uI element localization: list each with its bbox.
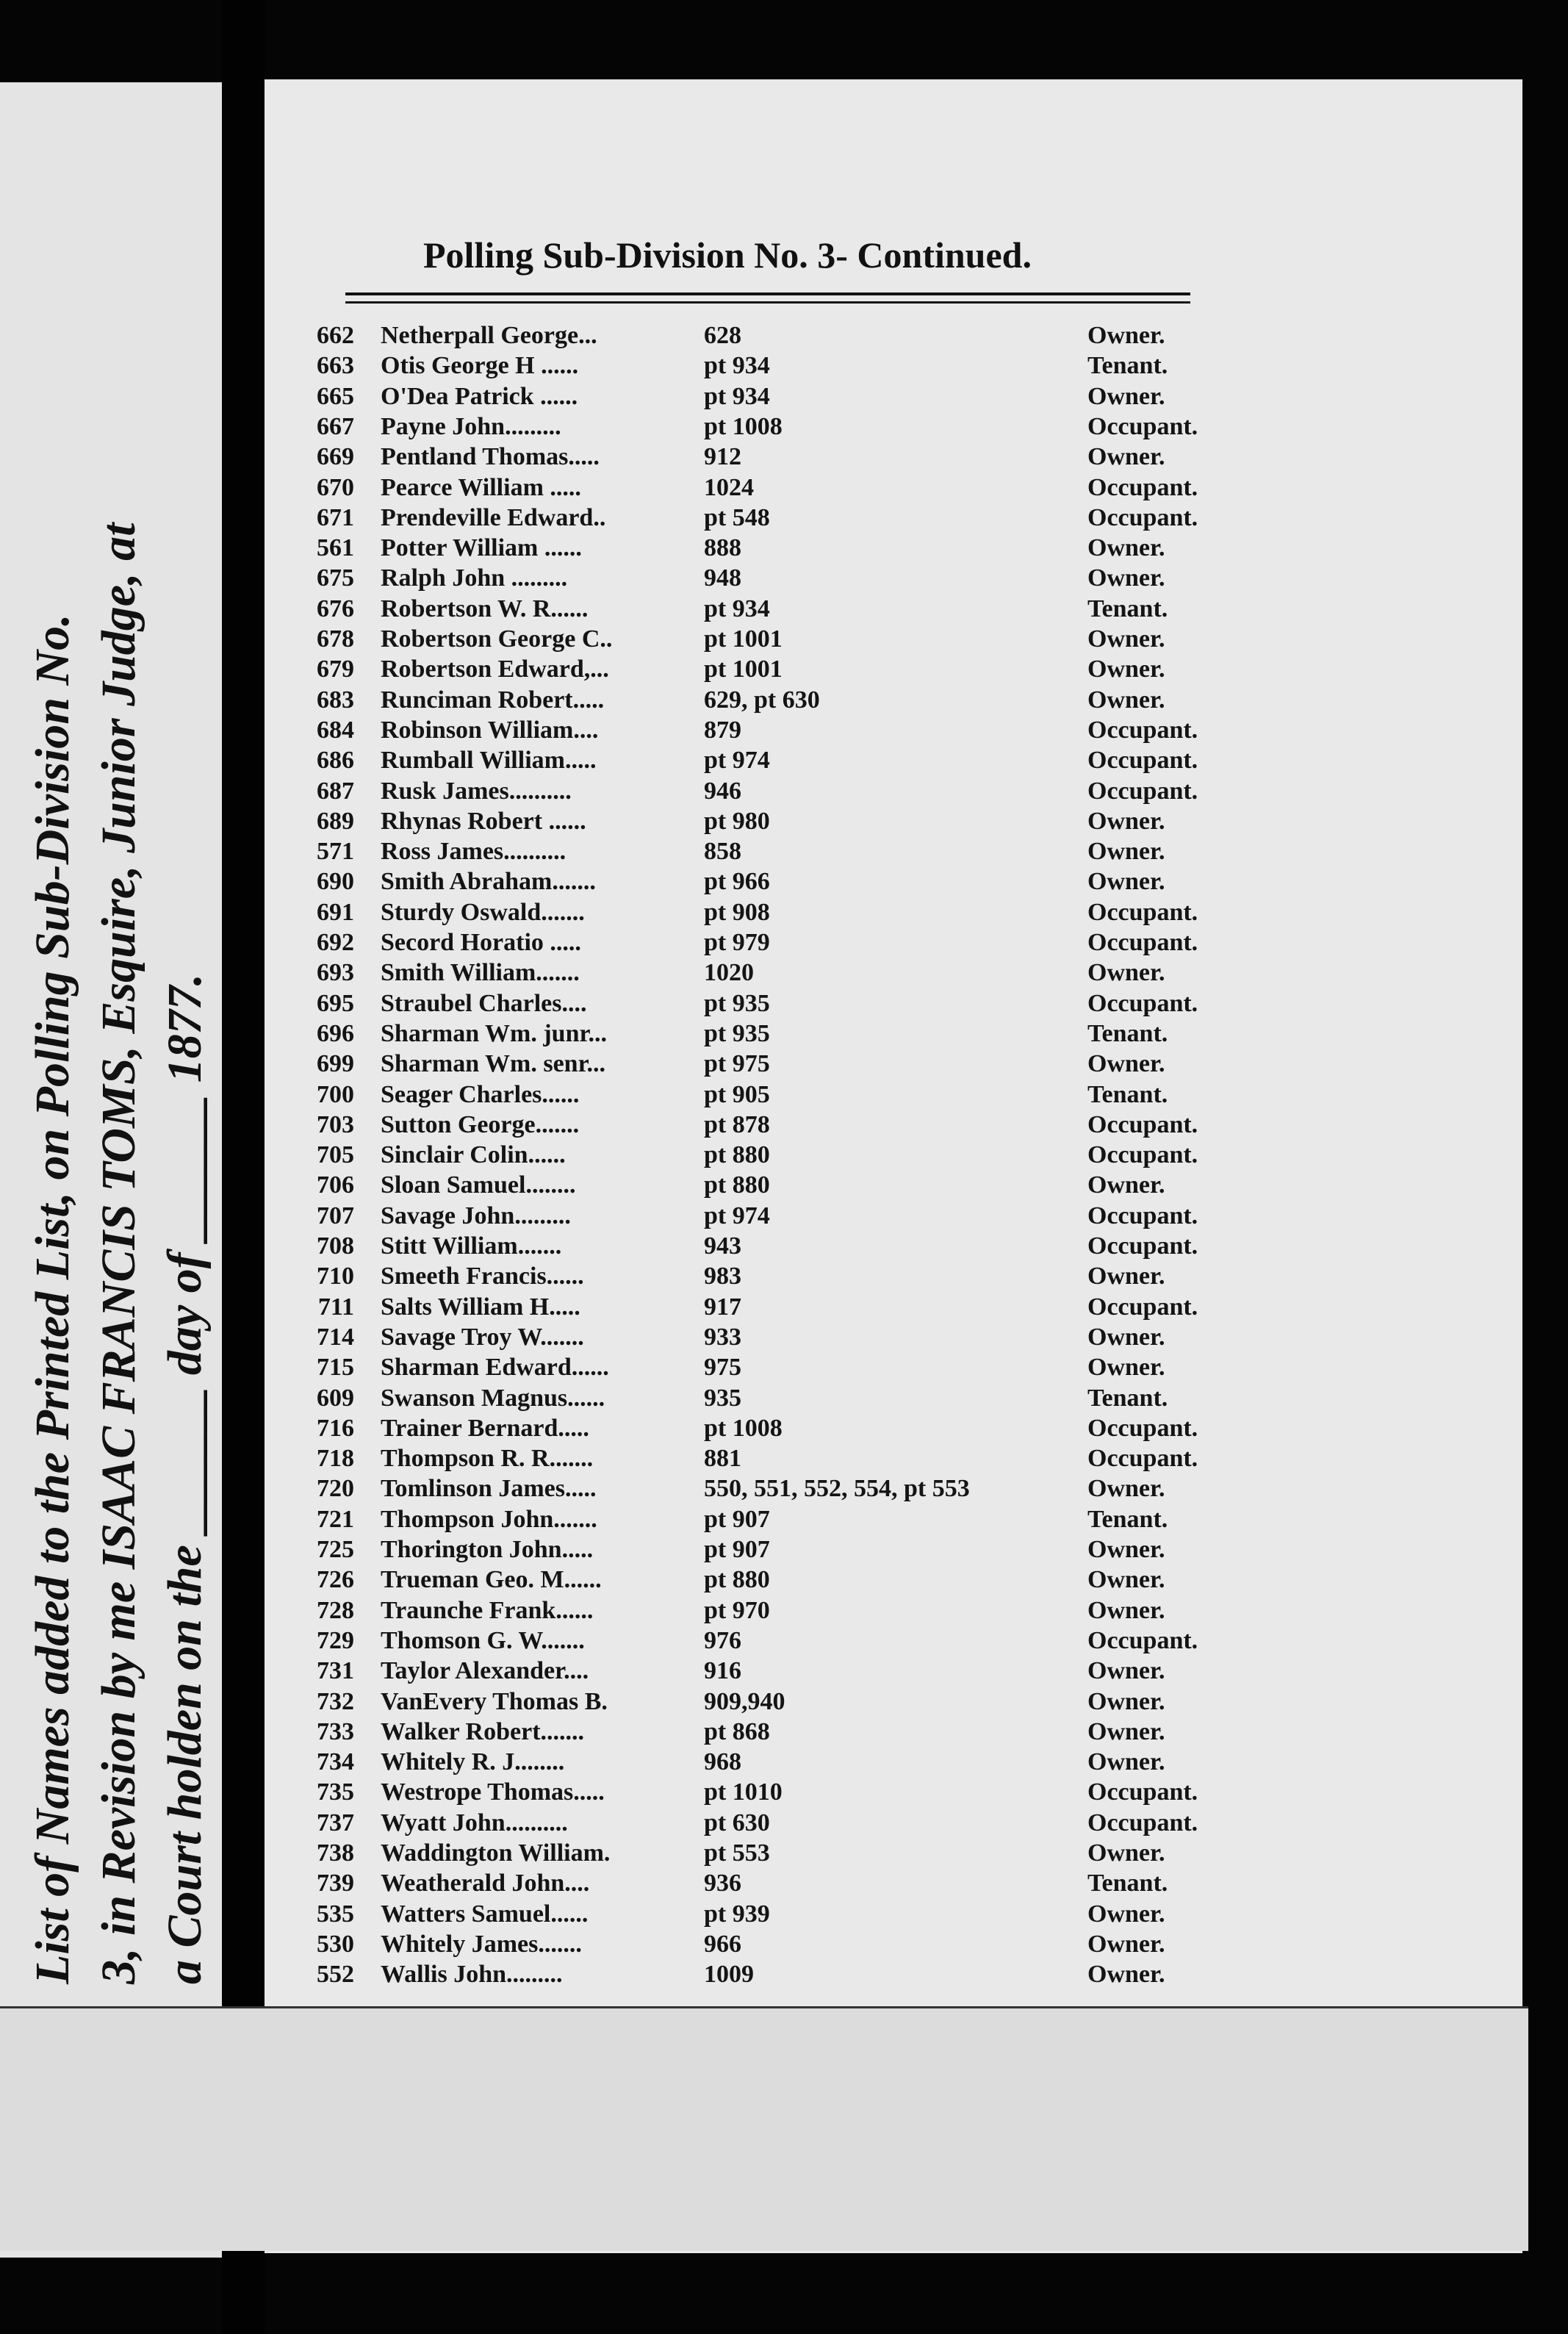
entry-name: Sharman Wm. senr...: [381, 1050, 606, 1078]
list-row: [0, 868, 1568, 898]
entry-name: Westrope Thomas.....: [381, 1778, 605, 1806]
entry-number: 571: [317, 838, 354, 866]
entry-number: 679: [317, 656, 354, 683]
list-row: [0, 443, 1568, 473]
entry-number: 690: [317, 868, 354, 896]
entry-lot: pt 1008: [704, 412, 783, 440]
entry-lot: 917: [704, 1293, 741, 1321]
entry-name: Sinclair Colin......: [381, 1141, 566, 1169]
entry-number: 675: [317, 564, 354, 592]
entry-name: Robertson W. R......: [381, 595, 589, 622]
entry-lot: pt 630: [704, 1809, 770, 1836]
entry-name: Payne John.........: [381, 412, 561, 440]
list-row: [0, 1839, 1568, 1870]
list-row: [0, 959, 1568, 989]
entry-lot: 879: [704, 716, 741, 744]
entry-name: Robertson Edward,...: [381, 656, 609, 683]
entry-name: Watters Samuel......: [381, 1900, 589, 1928]
entry-name: Runciman Robert.....: [381, 686, 605, 714]
entry-status: Occupant.: [1087, 929, 1198, 956]
entry-name: Thompson John.......: [381, 1505, 597, 1533]
entry-number: 669: [317, 443, 354, 471]
entry-status: Owner.: [1087, 686, 1165, 714]
list-row: [0, 1809, 1568, 1839]
entry-status: Occupant.: [1087, 1232, 1198, 1260]
entry-lot: 881: [704, 1445, 741, 1473]
entry-status: Tenant.: [1087, 1080, 1168, 1108]
entry-lot: pt 974: [704, 1202, 770, 1229]
entry-name: Savage John.........: [381, 1202, 571, 1229]
entry-number: 663: [317, 352, 354, 380]
entry-number: 671: [317, 503, 354, 531]
entry-status: Owner.: [1087, 1050, 1165, 1078]
entry-status: Owner.: [1087, 1596, 1165, 1624]
entry-number: 695: [317, 989, 354, 1017]
entry-status: Tenant.: [1087, 352, 1168, 380]
list-row: [0, 1627, 1568, 1657]
list-row: [0, 1263, 1568, 1293]
entry-lot: pt 905: [704, 1080, 770, 1108]
entry-lot: pt 1001: [704, 625, 783, 653]
entry-lot: pt 868: [704, 1717, 770, 1745]
entry-status: Owner.: [1087, 1930, 1165, 1958]
entry-name: Robertson George C..: [381, 625, 613, 653]
entry-number: 530: [317, 1930, 354, 1958]
entry-lot: pt 934: [704, 595, 770, 622]
entry-name: Secord Horatio .....: [381, 929, 581, 956]
list-row: [0, 1718, 1568, 1748]
entry-name: Thorington John.....: [381, 1536, 594, 1563]
list-row: [0, 413, 1568, 443]
list-row: [0, 504, 1568, 534]
entry-name: Ross James..........: [381, 838, 567, 866]
entry-lot: pt 553: [704, 1839, 770, 1867]
entry-lot: pt 935: [704, 1019, 770, 1047]
list-row: [0, 1415, 1568, 1445]
entry-lot: pt 1001: [704, 656, 783, 683]
entry-number: 733: [317, 1717, 354, 1745]
entry-number: 739: [317, 1870, 354, 1897]
entry-status: Occupant.: [1087, 777, 1198, 805]
list-row: [0, 595, 1568, 625]
entry-status: Occupant.: [1087, 747, 1198, 775]
entry-number: 678: [317, 625, 354, 653]
entry-name: Wyatt John..........: [381, 1809, 568, 1836]
entry-number: 710: [317, 1263, 354, 1290]
entry-status: Owner.: [1087, 838, 1165, 866]
entry-number: 561: [317, 534, 354, 562]
page-title: Polling Sub-Division No. 3- Continued.: [423, 234, 1032, 276]
entry-number: 715: [317, 1354, 354, 1382]
list-row: [0, 625, 1568, 656]
entry-status: Tenant.: [1087, 1505, 1168, 1533]
entry-name: Robinson William....: [381, 716, 599, 744]
entry-number: 683: [317, 686, 354, 714]
list-row: [0, 1506, 1568, 1536]
list-row: [0, 1870, 1568, 1900]
entry-name: Wallis John.........: [381, 1961, 563, 1989]
entry-status: Occupant.: [1087, 1809, 1198, 1836]
page-bottom-band: [0, 2006, 1528, 2251]
entry-lot: 916: [704, 1657, 741, 1685]
entry-status: Occupant.: [1087, 473, 1198, 501]
list-row: [0, 383, 1568, 413]
entry-status: Tenant.: [1087, 1870, 1168, 1897]
entry-number: 703: [317, 1110, 354, 1138]
entry-lot: 858: [704, 838, 741, 866]
entry-lot: 628: [704, 322, 741, 349]
entry-name: Whitely James.......: [381, 1930, 582, 1958]
entry-status: Occupant.: [1087, 412, 1198, 440]
entry-name: Sloan Samuel........: [381, 1171, 576, 1199]
entry-status: Owner.: [1087, 959, 1165, 987]
entry-number: 732: [317, 1687, 354, 1715]
entry-name: Salts William H.....: [381, 1293, 580, 1321]
list-row: [0, 808, 1568, 838]
entry-lot: pt 939: [704, 1900, 770, 1928]
entry-name: Weatherald John....: [381, 1870, 590, 1897]
entry-name: Sharman Edward......: [381, 1354, 609, 1382]
entry-name: Rumball William.....: [381, 747, 597, 775]
list-row: [0, 534, 1568, 564]
entry-name: Netherpall George...: [381, 322, 597, 349]
list-row: [0, 1354, 1568, 1384]
entry-number: 700: [317, 1080, 354, 1108]
entry-number: 686: [317, 747, 354, 775]
entry-lot: 946: [704, 777, 741, 805]
entry-status: Owner.: [1087, 1323, 1165, 1351]
entry-lot: pt 970: [704, 1596, 770, 1624]
entry-number: 667: [317, 412, 354, 440]
side-note-line-1: List of Names added to the Printed List, on Polling Sub-Division No.: [26, 614, 79, 1984]
entry-name: Taylor Alexander....: [381, 1657, 589, 1685]
list-row: [0, 1171, 1568, 1202]
entry-lot: pt 907: [704, 1536, 770, 1563]
entry-number: 696: [317, 1019, 354, 1047]
entry-status: Owner.: [1087, 1536, 1165, 1563]
side-note-line-2: 3, in Revision by me ISAAC FRANCIS TOMS, Esquire, Junior Judge, at: [92, 523, 145, 1984]
entry-number: 684: [317, 716, 354, 744]
entry-status: Occupant.: [1087, 898, 1198, 926]
entry-lot: 975: [704, 1354, 741, 1382]
entry-lot: 966: [704, 1930, 741, 1958]
entry-number: 725: [317, 1536, 354, 1563]
entry-status: Occupant.: [1087, 1414, 1198, 1442]
entry-status: Tenant.: [1087, 595, 1168, 622]
entry-number: 676: [317, 595, 354, 622]
entry-name: Thomson G. W.......: [381, 1626, 585, 1654]
entry-name: Savage Troy W.......: [381, 1323, 584, 1351]
title-rule: [345, 292, 1190, 295]
entry-number: 691: [317, 898, 354, 926]
entry-status: Tenant.: [1087, 1384, 1168, 1412]
entry-number: 734: [317, 1748, 354, 1776]
entry-lot: 550, 551, 552, 554, pt 553: [704, 1475, 970, 1503]
entry-status: Owner.: [1087, 868, 1165, 896]
entry-status: Occupant.: [1087, 1445, 1198, 1473]
entry-lot: pt 979: [704, 929, 770, 956]
entry-status: Occupant.: [1087, 1202, 1198, 1229]
list-row: [0, 564, 1568, 595]
entry-name: Rhynas Robert ......: [381, 807, 586, 835]
list-row: [0, 1536, 1568, 1566]
entry-name: Straubel Charles....: [381, 989, 587, 1017]
entry-number: 729: [317, 1626, 354, 1654]
entry-number: 711: [317, 1293, 354, 1321]
entry-number: 693: [317, 959, 354, 987]
entry-name: Trueman Geo. M......: [381, 1566, 602, 1594]
entry-lot: 935: [704, 1384, 741, 1412]
list-row: [0, 899, 1568, 929]
list-row: [0, 1385, 1568, 1415]
entry-lot: 1009: [704, 1961, 754, 1989]
entry-lot: 629, pt 630: [704, 686, 820, 714]
side-note-line-3: a Court holden on the ______ day of ______ 1877.: [158, 973, 212, 1984]
list-row: [0, 352, 1568, 382]
entry-status: Owner.: [1087, 1748, 1165, 1776]
list-row: [0, 1688, 1568, 1718]
entry-number: 665: [317, 382, 354, 410]
entry-lot: 1020: [704, 959, 754, 987]
entry-lot: pt 908: [704, 898, 770, 926]
entry-number: 707: [317, 1202, 354, 1229]
entry-status: Occupant.: [1087, 1778, 1198, 1806]
entry-number: 699: [317, 1050, 354, 1078]
entry-status: Owner.: [1087, 1900, 1165, 1928]
entry-name: O'Dea Patrick ......: [381, 382, 578, 410]
entry-name: Ralph John .........: [381, 564, 568, 592]
list-row: [0, 929, 1568, 959]
list-row: [0, 717, 1568, 747]
list-row: [0, 1748, 1568, 1778]
entry-lot: 909,940: [704, 1687, 785, 1715]
entry-status: Owner.: [1087, 1839, 1165, 1867]
entry-name: Sturdy Oswald.......: [381, 898, 585, 926]
entry-status: Owner.: [1087, 382, 1165, 410]
entry-name: Pentland Thomas.....: [381, 443, 600, 471]
entry-status: Owner.: [1087, 322, 1165, 349]
entry-name: Traunche Frank......: [381, 1596, 594, 1624]
list-row: [0, 1324, 1568, 1354]
entry-number: 728: [317, 1596, 354, 1624]
entry-lot: 933: [704, 1323, 741, 1351]
entry-status: Owner.: [1087, 1687, 1165, 1715]
entry-name: Smith Abraham.......: [381, 868, 596, 896]
entry-lot: pt 1008: [704, 1414, 783, 1442]
entry-status: Occupant.: [1087, 503, 1198, 531]
list-row: [0, 1141, 1568, 1171]
entry-status: Owner.: [1087, 1566, 1165, 1594]
entry-number: 535: [317, 1900, 354, 1928]
list-row: [0, 1566, 1568, 1596]
list-row: [0, 686, 1568, 717]
entry-status: Owner.: [1087, 807, 1165, 835]
entry-name: Seager Charles......: [381, 1080, 580, 1108]
entry-lot: pt 974: [704, 747, 770, 775]
entry-status: Owner.: [1087, 443, 1165, 471]
entry-lot: pt 880: [704, 1566, 770, 1594]
list-row: [0, 1778, 1568, 1809]
entry-lot: 948: [704, 564, 741, 592]
list-row: [0, 1293, 1568, 1324]
entry-status: Owner.: [1087, 1657, 1165, 1685]
entry-number: 708: [317, 1232, 354, 1260]
entry-lot: pt 975: [704, 1050, 770, 1078]
entry-number: 738: [317, 1839, 354, 1867]
entry-number: 706: [317, 1171, 354, 1199]
entry-name: Sutton George.......: [381, 1110, 580, 1138]
list-row: [0, 474, 1568, 504]
entry-status: Owner.: [1087, 1171, 1165, 1199]
entry-number: 737: [317, 1809, 354, 1836]
list-row: [0, 1081, 1568, 1111]
entry-name: Tomlinson James.....: [381, 1475, 597, 1503]
entry-status: Owner.: [1087, 1263, 1165, 1290]
entry-status: Owner.: [1087, 564, 1165, 592]
entry-name: Trainer Bernard.....: [381, 1414, 589, 1442]
list-row: [0, 1111, 1568, 1141]
entry-name: Walker Robert.......: [381, 1717, 585, 1745]
entry-lot: pt 880: [704, 1141, 770, 1169]
entry-name: Stitt William.......: [381, 1232, 562, 1260]
entry-name: VanEvery Thomas B.: [381, 1687, 608, 1715]
entry-lot: 976: [704, 1626, 741, 1654]
entry-lot: pt 880: [704, 1171, 770, 1199]
entry-status: Occupant.: [1087, 1626, 1198, 1654]
entry-lot: 943: [704, 1232, 741, 1260]
entry-status: Owner.: [1087, 1961, 1165, 1989]
entry-number: 687: [317, 777, 354, 805]
entry-name: Swanson Magnus......: [381, 1384, 605, 1412]
entry-number: 662: [317, 322, 354, 349]
list-row: [0, 1445, 1568, 1475]
entry-number: 716: [317, 1414, 354, 1442]
entry-name: Sharman Wm. junr...: [381, 1019, 607, 1047]
list-row: [0, 778, 1568, 808]
entry-name: Thompson R. R.......: [381, 1445, 594, 1473]
list-row: [0, 322, 1568, 352]
entry-number: 731: [317, 1657, 354, 1685]
entry-number: 726: [317, 1566, 354, 1594]
entry-number: 714: [317, 1323, 354, 1351]
entry-status: Owner.: [1087, 1717, 1165, 1745]
entry-lot: pt 1010: [704, 1778, 783, 1806]
entry-lot: 983: [704, 1263, 741, 1290]
entry-status: Occupant.: [1087, 716, 1198, 744]
list-row: [0, 1202, 1568, 1232]
entry-name: Waddington William.: [381, 1839, 611, 1867]
entry-number: 720: [317, 1475, 354, 1503]
entry-name: Potter William ......: [381, 534, 582, 562]
title-rule-thin: [345, 301, 1190, 304]
entry-lot: pt 934: [704, 352, 770, 380]
entry-lot: pt 966: [704, 868, 770, 896]
list-row: [0, 747, 1568, 777]
entry-lot: 968: [704, 1748, 741, 1776]
entry-lot: pt 935: [704, 989, 770, 1017]
entry-number: 735: [317, 1778, 354, 1806]
entry-number: 670: [317, 473, 354, 501]
entry-name: Smeeth Francis......: [381, 1263, 584, 1290]
entry-lot: pt 934: [704, 382, 770, 410]
entry-name: Whitely R. J........: [381, 1748, 565, 1776]
entry-number: 718: [317, 1445, 354, 1473]
entry-status: Owner.: [1087, 625, 1165, 653]
entry-status: Occupant.: [1087, 1110, 1198, 1138]
entry-lot: pt 907: [704, 1505, 770, 1533]
entry-status: Owner.: [1087, 1475, 1165, 1503]
entry-number: 689: [317, 807, 354, 835]
entry-lot: 1024: [704, 473, 754, 501]
list-row: [0, 1050, 1568, 1080]
entry-status: Tenant.: [1087, 1019, 1168, 1047]
list-row: [0, 990, 1568, 1020]
entry-number: 552: [317, 1961, 354, 1989]
entry-number: 705: [317, 1141, 354, 1169]
entry-name: Smith William.......: [381, 959, 580, 987]
list-row: [0, 656, 1568, 686]
entry-name: Prendeville Edward..: [381, 503, 606, 531]
entry-number: 692: [317, 929, 354, 956]
entry-lot: pt 980: [704, 807, 770, 835]
list-row: [0, 1931, 1568, 1961]
list-row: [0, 1597, 1568, 1627]
list-row: [0, 1232, 1568, 1263]
list-row: [0, 1961, 1568, 1991]
entry-status: Occupant.: [1087, 1293, 1198, 1321]
entry-lot: pt 548: [704, 503, 770, 531]
list-row: [0, 1475, 1568, 1505]
entry-name: Otis George H ......: [381, 352, 579, 380]
entry-status: Owner.: [1087, 656, 1165, 683]
list-row: [0, 838, 1568, 868]
entry-name: Pearce William .....: [381, 473, 581, 501]
entry-name: Rusk James..........: [381, 777, 572, 805]
entry-lot: 936: [704, 1870, 741, 1897]
entry-lot: 912: [704, 443, 741, 471]
list-row: [0, 1020, 1568, 1050]
entry-status: Owner.: [1087, 534, 1165, 562]
entry-status: Occupant.: [1087, 989, 1198, 1017]
entry-number: 609: [317, 1384, 354, 1412]
list-row: [0, 1657, 1568, 1687]
entry-status: Owner.: [1087, 1354, 1165, 1382]
entry-status: Occupant.: [1087, 1141, 1198, 1169]
entry-lot: 888: [704, 534, 741, 562]
entry-lot: pt 878: [704, 1110, 770, 1138]
list-row: [0, 1900, 1568, 1931]
entry-number: 721: [317, 1505, 354, 1533]
